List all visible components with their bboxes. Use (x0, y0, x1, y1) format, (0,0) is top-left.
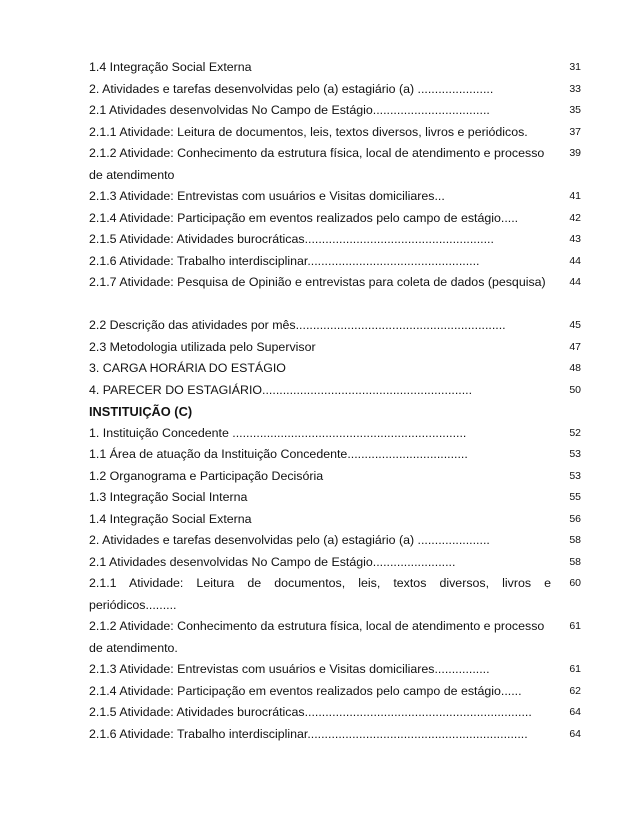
toc-entry-title: 2.1.6 Atividade: Trabalho interdisciplinar................................................................ (89, 726, 528, 741)
toc-entry-page: 39 (569, 147, 581, 159)
toc-entry (89, 552, 581, 574)
toc-entry-page: 47 (569, 340, 581, 353)
toc-entry-page: 41 (569, 190, 581, 202)
toc-entry (89, 122, 581, 144)
toc-entry-title: 2.1.7 Atividade: Pesquisa de Opinião e entrevistas para coleta de dados (pesquisa) (89, 275, 546, 289)
toc-entry (89, 724, 581, 746)
toc-entry (89, 315, 581, 337)
toc-entry (89, 616, 581, 659)
toc-entry-page: 58 (569, 534, 581, 546)
toc-entry-title: 2.1.2 Atividade: Conhecimento da estrutura física, local de atendimento e processo de atendimento (89, 146, 545, 182)
toc-entry (89, 79, 581, 101)
toc-entry-title: 2.1.1 Atividade: Leitura de documentos, leis, textos diversos, livros e periódicos. (89, 124, 528, 139)
toc-entry-page: 42 (569, 211, 581, 224)
toc-entry-page: 58 (569, 555, 581, 568)
toc-entry-title: 4. PARECER DO ESTAGIÁRIO............................................................. (89, 382, 473, 397)
toc-section-heading (89, 401, 581, 423)
toc-entry (89, 423, 581, 445)
toc-entry-title: 2.1.6 Atividade: Trabalho interdisciplinar.................................................. (89, 253, 480, 268)
toc-entry-page: 62 (569, 684, 581, 697)
toc-entry-title: 2.1.3 Atividade: Entrevistas com usuários e Visitas domiciliares................ (89, 662, 490, 676)
toc-entry-page: 48 (569, 362, 581, 374)
toc-entry (89, 702, 581, 724)
toc-entry-title: 2.1.4 Atividade: Participação em eventos realizados pelo campo de estágio...... (89, 683, 522, 698)
toc-entry-title: 2.1.3 Atividade: Entrevistas com usuários e Visitas domiciliares... (89, 189, 445, 203)
toc-entry-title: 1. Instituição Concedente .................................................................... (89, 425, 467, 440)
toc-entry-page: 43 (569, 233, 581, 245)
toc-entry-title: 2.1.5 Atividade: Atividades burocráticas.................................................................. (89, 705, 532, 719)
toc-entry-title: 2.1.4 Atividade: Participação em eventos realizados pelo campo de estágio..... (89, 210, 519, 225)
toc-entry-page: 64 (569, 706, 581, 718)
toc-entry-title: 2.1.2 Atividade: Conhecimento da estrutura física, local de atendimento e processo de atendimento. (89, 619, 545, 655)
toc-heading-title: INSTITUIÇÃO (C) (89, 404, 193, 419)
toc-entry (89, 251, 581, 273)
toc-entry (89, 57, 581, 79)
toc-entry-page: 52 (569, 426, 581, 439)
toc-entry-title: 2. Atividades e tarefas desenvolvidas pelo (a) estagiário (a) ..................... (89, 533, 490, 547)
toc-entry (89, 487, 581, 509)
toc-entry-page: 61 (569, 663, 581, 675)
toc-entry (89, 208, 581, 230)
toc-entry-title: 2.2 Descrição das atividades por mês............................................................. (89, 318, 506, 332)
toc-entry-page: 37 (569, 125, 581, 138)
toc-entry (89, 358, 581, 380)
toc-entry (89, 100, 581, 122)
toc-entry-page: 60 (569, 577, 581, 589)
toc-entry-title: 1.4 Integração Social Externa (89, 60, 252, 74)
toc-entry (89, 466, 581, 488)
toc-entry-title: 2.3 Metodologia utilizada pelo Supervisor (89, 339, 316, 354)
toc-entry (89, 186, 581, 208)
toc-entry-page: 53 (569, 469, 581, 482)
toc-entry (89, 509, 581, 531)
toc-entry-title: 1.3 Integração Social Interna (89, 490, 248, 504)
toc-entry-page: 64 (569, 727, 581, 740)
toc-entry-title: 1.4 Integração Social Externa (89, 511, 252, 526)
toc-entry (89, 229, 581, 251)
toc-entry-title: 1.1 Área de atuação da Instituição Concedente................................... (89, 447, 468, 461)
toc-entry (89, 337, 581, 359)
toc-entry (89, 530, 581, 552)
toc-entry (89, 659, 581, 681)
toc-entry-page: 61 (569, 620, 581, 632)
toc-entry-page: 45 (569, 319, 581, 331)
toc-entry-title: 2.1 Atividades desenvolvidas No Campo de Estágio.................................. (89, 103, 490, 117)
toc-entry-page: 55 (569, 491, 581, 503)
toc-entry-page: 33 (569, 82, 581, 95)
toc-entry-title: 1.2 Organograma e Participação Decisória (89, 468, 324, 483)
toc-entry-page: 31 (569, 61, 581, 73)
toc-entry (89, 272, 581, 315)
toc-entry-page: 50 (569, 383, 581, 396)
toc-entry (89, 681, 581, 703)
toc-entry-title: 2.1.5 Atividade: Atividades burocráticas....................................................... (89, 232, 494, 246)
table-of-contents (89, 57, 581, 745)
toc-entry-title: 2.1.1 Atividade: Leitura de documentos, leis, textos diversos, livros e periódicos......... (89, 576, 551, 612)
toc-entry-page: 44 (569, 254, 581, 267)
toc-entry (89, 143, 581, 186)
toc-entry-page: 35 (569, 104, 581, 116)
toc-entry (89, 380, 581, 402)
toc-entry-page: 44 (569, 276, 581, 288)
toc-entry-title: 2.1 Atividades desenvolvidas No Campo de Estágio........................ (89, 554, 456, 569)
toc-entry (89, 444, 581, 466)
toc-entry-title: 2. Atividades e tarefas desenvolvidas pelo (a) estagiário (a) ...................... (89, 81, 494, 96)
toc-entry (89, 573, 581, 616)
toc-entry-page: 56 (569, 512, 581, 525)
toc-entry-title: 3. CARGA HORÁRIA DO ESTÁGIO (89, 361, 286, 375)
toc-entry-page: 53 (569, 448, 581, 460)
